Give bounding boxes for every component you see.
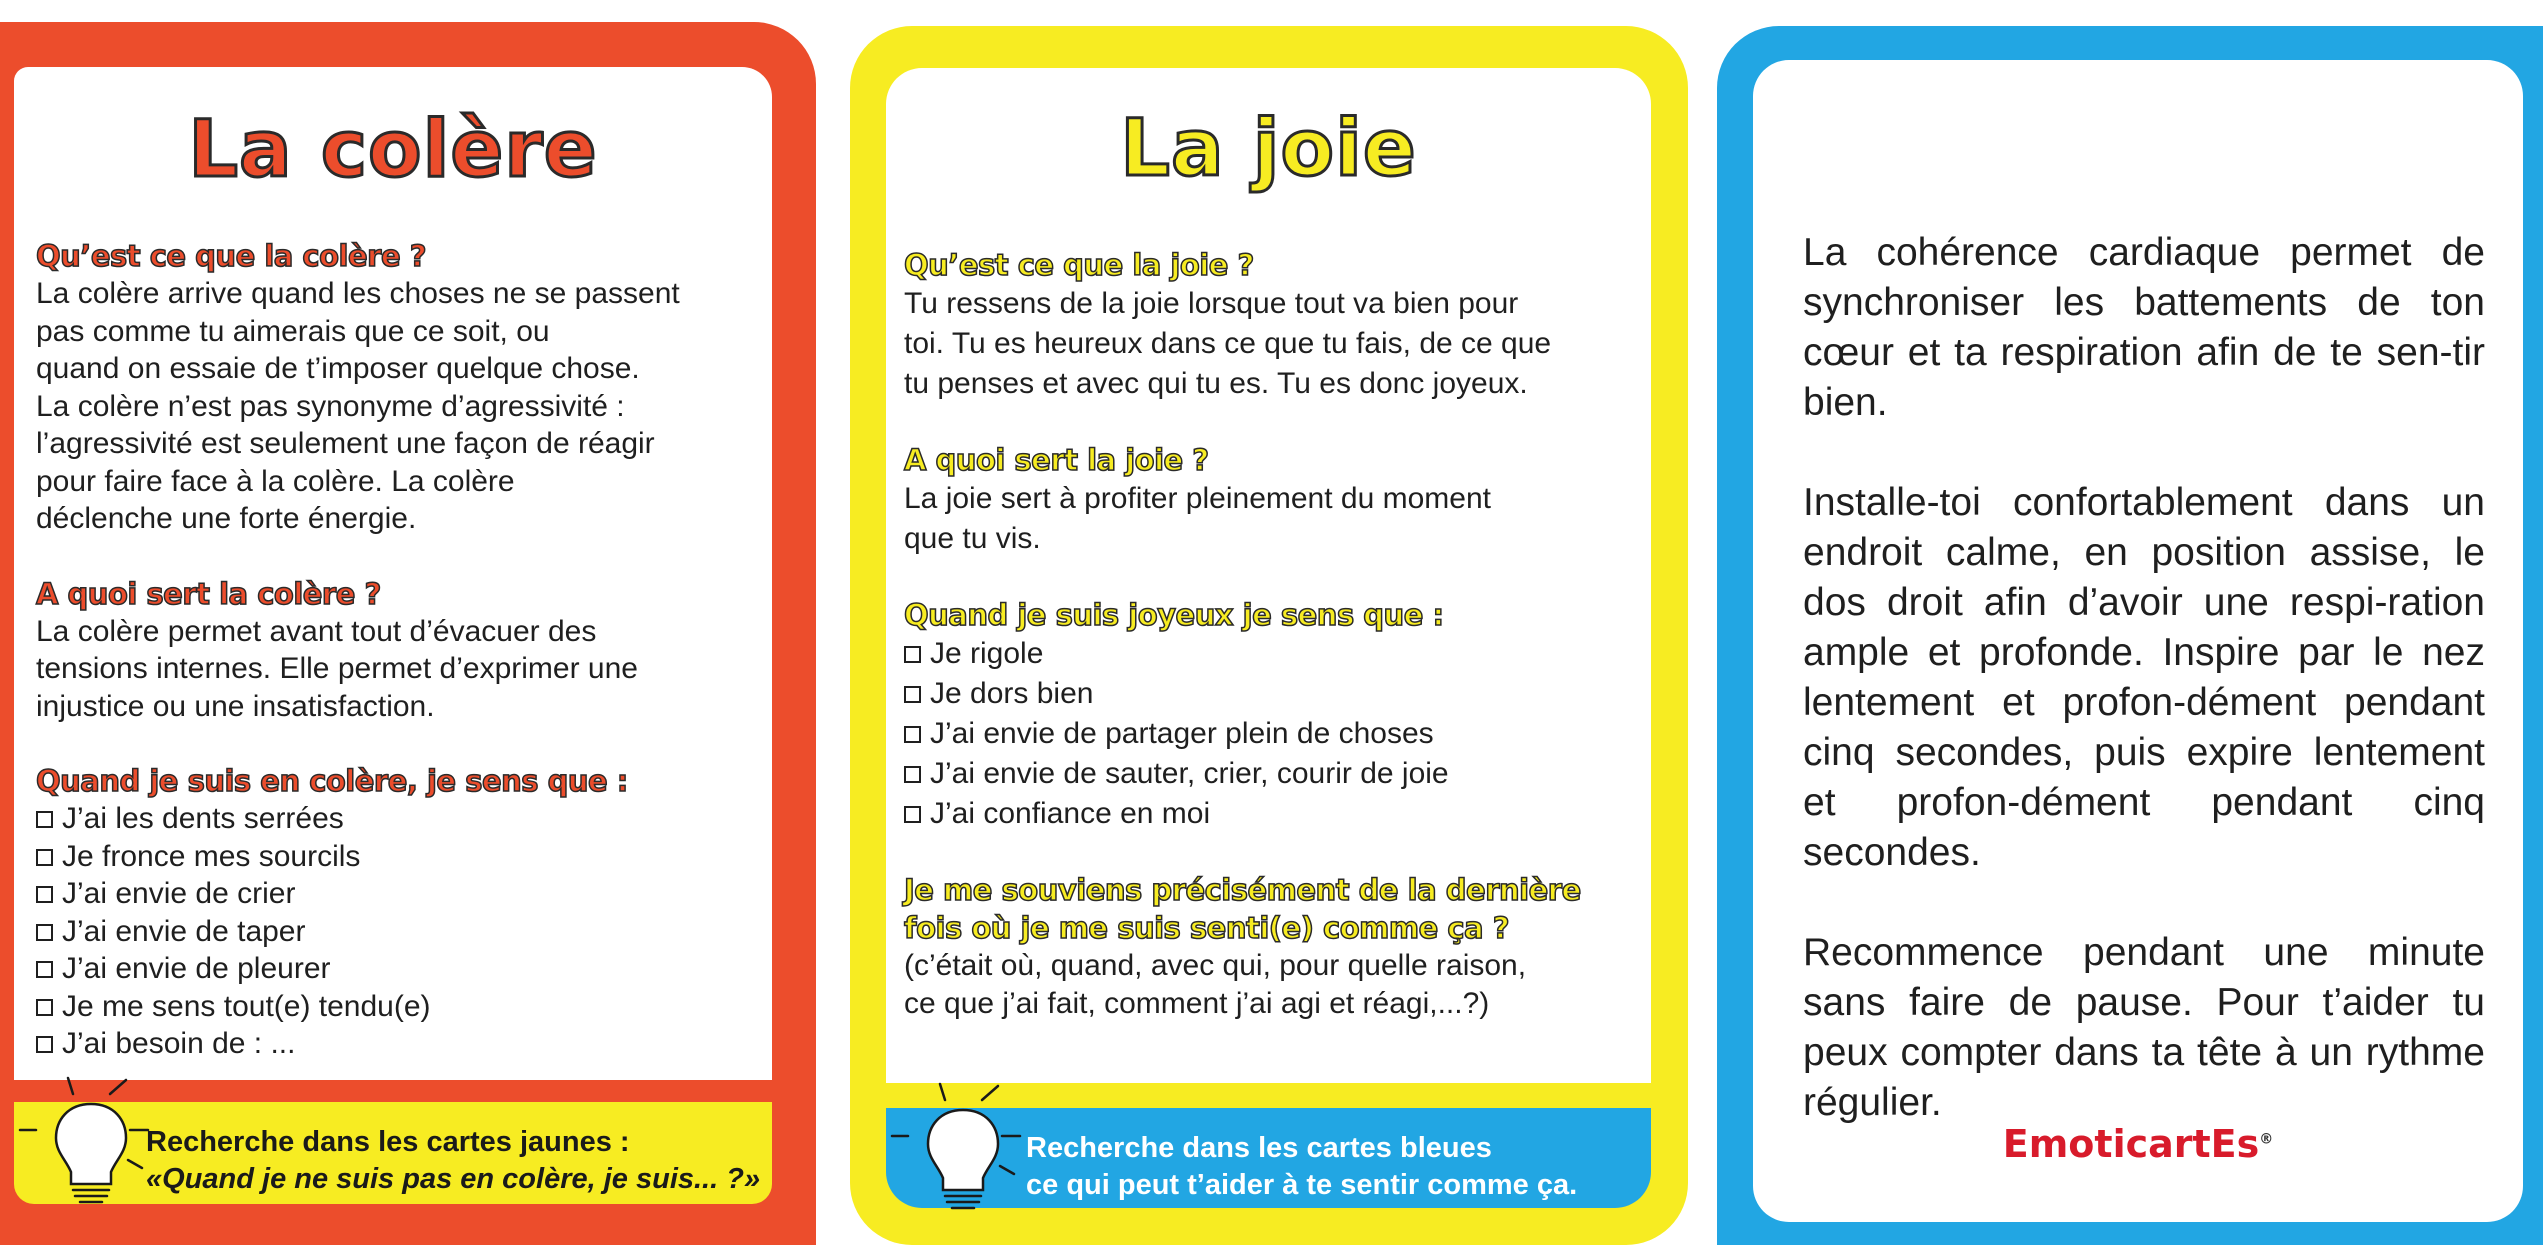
text-line: tu penses et avec qui tu es. Tu es donc joyeux. (904, 367, 1528, 400)
text-line: pas comme tu aimerais que ce soit, ou (36, 314, 550, 348)
checkbox-icon[interactable] (904, 806, 921, 823)
section-text (36, 613, 752, 726)
checklist-item[interactable] (904, 754, 1631, 794)
lightbulb-icon (890, 1078, 1030, 1228)
heading-line: Je me souviens précisément de la dernière (904, 873, 1581, 907)
heading-line: fois où je me suis senti(e) comme ça ? (904, 911, 1510, 945)
lightbulb-icon (18, 1072, 158, 1222)
text-line: injustice ou une insatisfaction. (36, 689, 435, 723)
registered-mark: ® (2259, 1131, 2274, 1148)
checklist-item[interactable] (36, 875, 752, 913)
text-line: ce que j’ai fait, comment j’ai agi et réagi,...?) (904, 987, 1490, 1020)
section-text (904, 284, 1631, 404)
text-line: (c’était où, quand, avec qui, pour quelle raison, (904, 949, 1527, 982)
section-heading: Quand je suis en colère, je sens que : (36, 764, 628, 798)
checklist-label: J’ai envie de pleurer (62, 952, 331, 985)
section-memory (904, 871, 1631, 1023)
card-title: La colère (188, 105, 598, 195)
card-footer (886, 1108, 1651, 1208)
checklist-item[interactable] (904, 794, 1631, 834)
checklist-label: J’ai envie de taper (62, 914, 306, 948)
text-line: l’agressivité est seulement une façon de réagir (36, 427, 655, 460)
card-coherence-body (1753, 60, 2523, 1222)
checklist-label: Je fronce mes sourcils (62, 839, 361, 873)
text-line: La colère n’est pas synonyme d’agressivité : (36, 389, 625, 423)
checklist-item[interactable] (904, 634, 1631, 674)
checkbox-icon[interactable] (36, 924, 53, 941)
paragraph: La cohérence cardiaque permet de synchroniser les battements de ton cœur et ta respiration afin de te sen-tir bien. (1803, 231, 2485, 424)
paragraph: Installe-toi confortablement dans un endroit calme, en position assise, le dos droit afin d’avoir une respi-ration ample et profonde. Inspire par le nez lentement et profon-dément pendant cinq secondes, puis expire lentement et profon-dément pendant cinq secondes. (1803, 481, 2485, 874)
card-coherence (1717, 26, 2543, 1245)
text-line: que tu vis. (904, 522, 1041, 555)
checkbox-icon[interactable] (904, 646, 921, 663)
text-line: La joie sert à profiter pleinement du moment (904, 482, 1491, 515)
checkbox-icon[interactable] (36, 1036, 53, 1053)
checklist-label: J’ai besoin de : ... (62, 1027, 296, 1060)
checklist-item[interactable] (904, 714, 1631, 754)
section-heading: A quoi sert la colère ? (36, 576, 381, 611)
section-heading: Quand je suis joyeux je sens que : (904, 598, 1444, 632)
text-line: La colère permet avant tout d’évacuer des (36, 614, 597, 648)
text-line: pour faire face à la colère. La colère (36, 464, 515, 498)
text-line: quand on essaie de t’imposer quelque chose. (36, 352, 640, 385)
checklist-item[interactable] (36, 800, 752, 838)
card-content (36, 237, 752, 1080)
text-line: La colère arrive quand les choses ne se passent (36, 277, 680, 310)
checklist-item[interactable] (36, 988, 752, 1026)
card-content (904, 246, 1631, 1060)
section-purpose (904, 441, 1631, 559)
card-text (1803, 228, 2485, 1178)
section-text (904, 947, 1631, 1023)
text-line: tensions internes. Elle permet d’exprimer une (36, 652, 638, 685)
section-feelings (904, 596, 1631, 834)
brand-logo (1753, 1122, 2523, 1166)
section-text (36, 275, 752, 538)
checklist-label: J’ai envie de crier (62, 877, 296, 910)
checklist-label: J’ai envie de sauter, crier, courir de joie (930, 757, 1449, 790)
checklist-label: Je me sens tout(e) tendu(e) (62, 989, 431, 1023)
checklist-label: J’ai les dents serrées (62, 802, 344, 835)
card-title: La joie (1120, 104, 1417, 194)
card-joie-body (886, 68, 1651, 1083)
section-heading: A quoi sert la joie ? (904, 443, 1209, 477)
section-text (904, 479, 1631, 559)
checkbox-icon[interactable] (36, 999, 53, 1016)
footer-line: Recherche dans les cartes bleues (1026, 1132, 1492, 1164)
logo-text: EmoticartEs (2002, 1122, 2260, 1166)
section-definition (904, 246, 1631, 404)
checklist-item[interactable] (904, 674, 1631, 714)
checklist-item[interactable] (36, 838, 752, 876)
checkbox-icon[interactable] (36, 849, 53, 866)
checklist-label: J’ai envie de partager plein de choses (930, 717, 1434, 750)
footer-text (1026, 1130, 1577, 1204)
section-definition (36, 237, 752, 538)
checkbox-icon[interactable] (904, 766, 921, 783)
checkbox-icon[interactable] (904, 686, 921, 703)
checklist-label: Je dors bien (930, 677, 1094, 710)
checklist-item[interactable] (36, 913, 752, 951)
section-purpose (36, 575, 752, 726)
text-line: déclenche une forte énergie. (36, 502, 417, 535)
checklist-item[interactable] (36, 1025, 752, 1063)
paragraph: Recommence pendant une minute sans faire de pause. Pour t’aider tu peux compter dans ta tête à un rythme régulier. (1803, 931, 2485, 1124)
card-joie (850, 26, 1688, 1245)
section-heading: Qu’est ce que la colère ? (36, 239, 427, 273)
checkbox-icon[interactable] (36, 961, 53, 978)
section-feelings (36, 762, 752, 1063)
card-colere (0, 22, 816, 1245)
checklist-label: J’ai confiance en moi (930, 797, 1211, 830)
checkbox-icon[interactable] (36, 886, 53, 903)
text-line: toi. Tu es heureux dans ce que tu fais, de ce que (904, 327, 1552, 360)
section-heading (904, 871, 1631, 947)
feelings-checklist (36, 800, 752, 1063)
section-heading: Qu’est ce que la joie ? (904, 248, 1254, 282)
footer-line: Recherche dans les cartes jaunes : (146, 1126, 630, 1158)
card-footer (14, 1102, 772, 1204)
text-line: Tu ressens de la joie lorsque tout va bien pour (904, 287, 1519, 320)
footer-text (146, 1124, 760, 1198)
feelings-checklist (904, 634, 1631, 834)
checkbox-icon[interactable] (36, 811, 53, 828)
footer-line: «Quand je ne suis pas en colère, je suis... ?» (146, 1163, 761, 1195)
footer-line: ce qui peut t’aider à te sentir comme ça. (1026, 1169, 1578, 1201)
card-colere-body (14, 67, 772, 1080)
checklist-item[interactable] (36, 950, 752, 988)
checklist-label: Je rigole (930, 637, 1044, 670)
checkbox-icon[interactable] (904, 726, 921, 743)
